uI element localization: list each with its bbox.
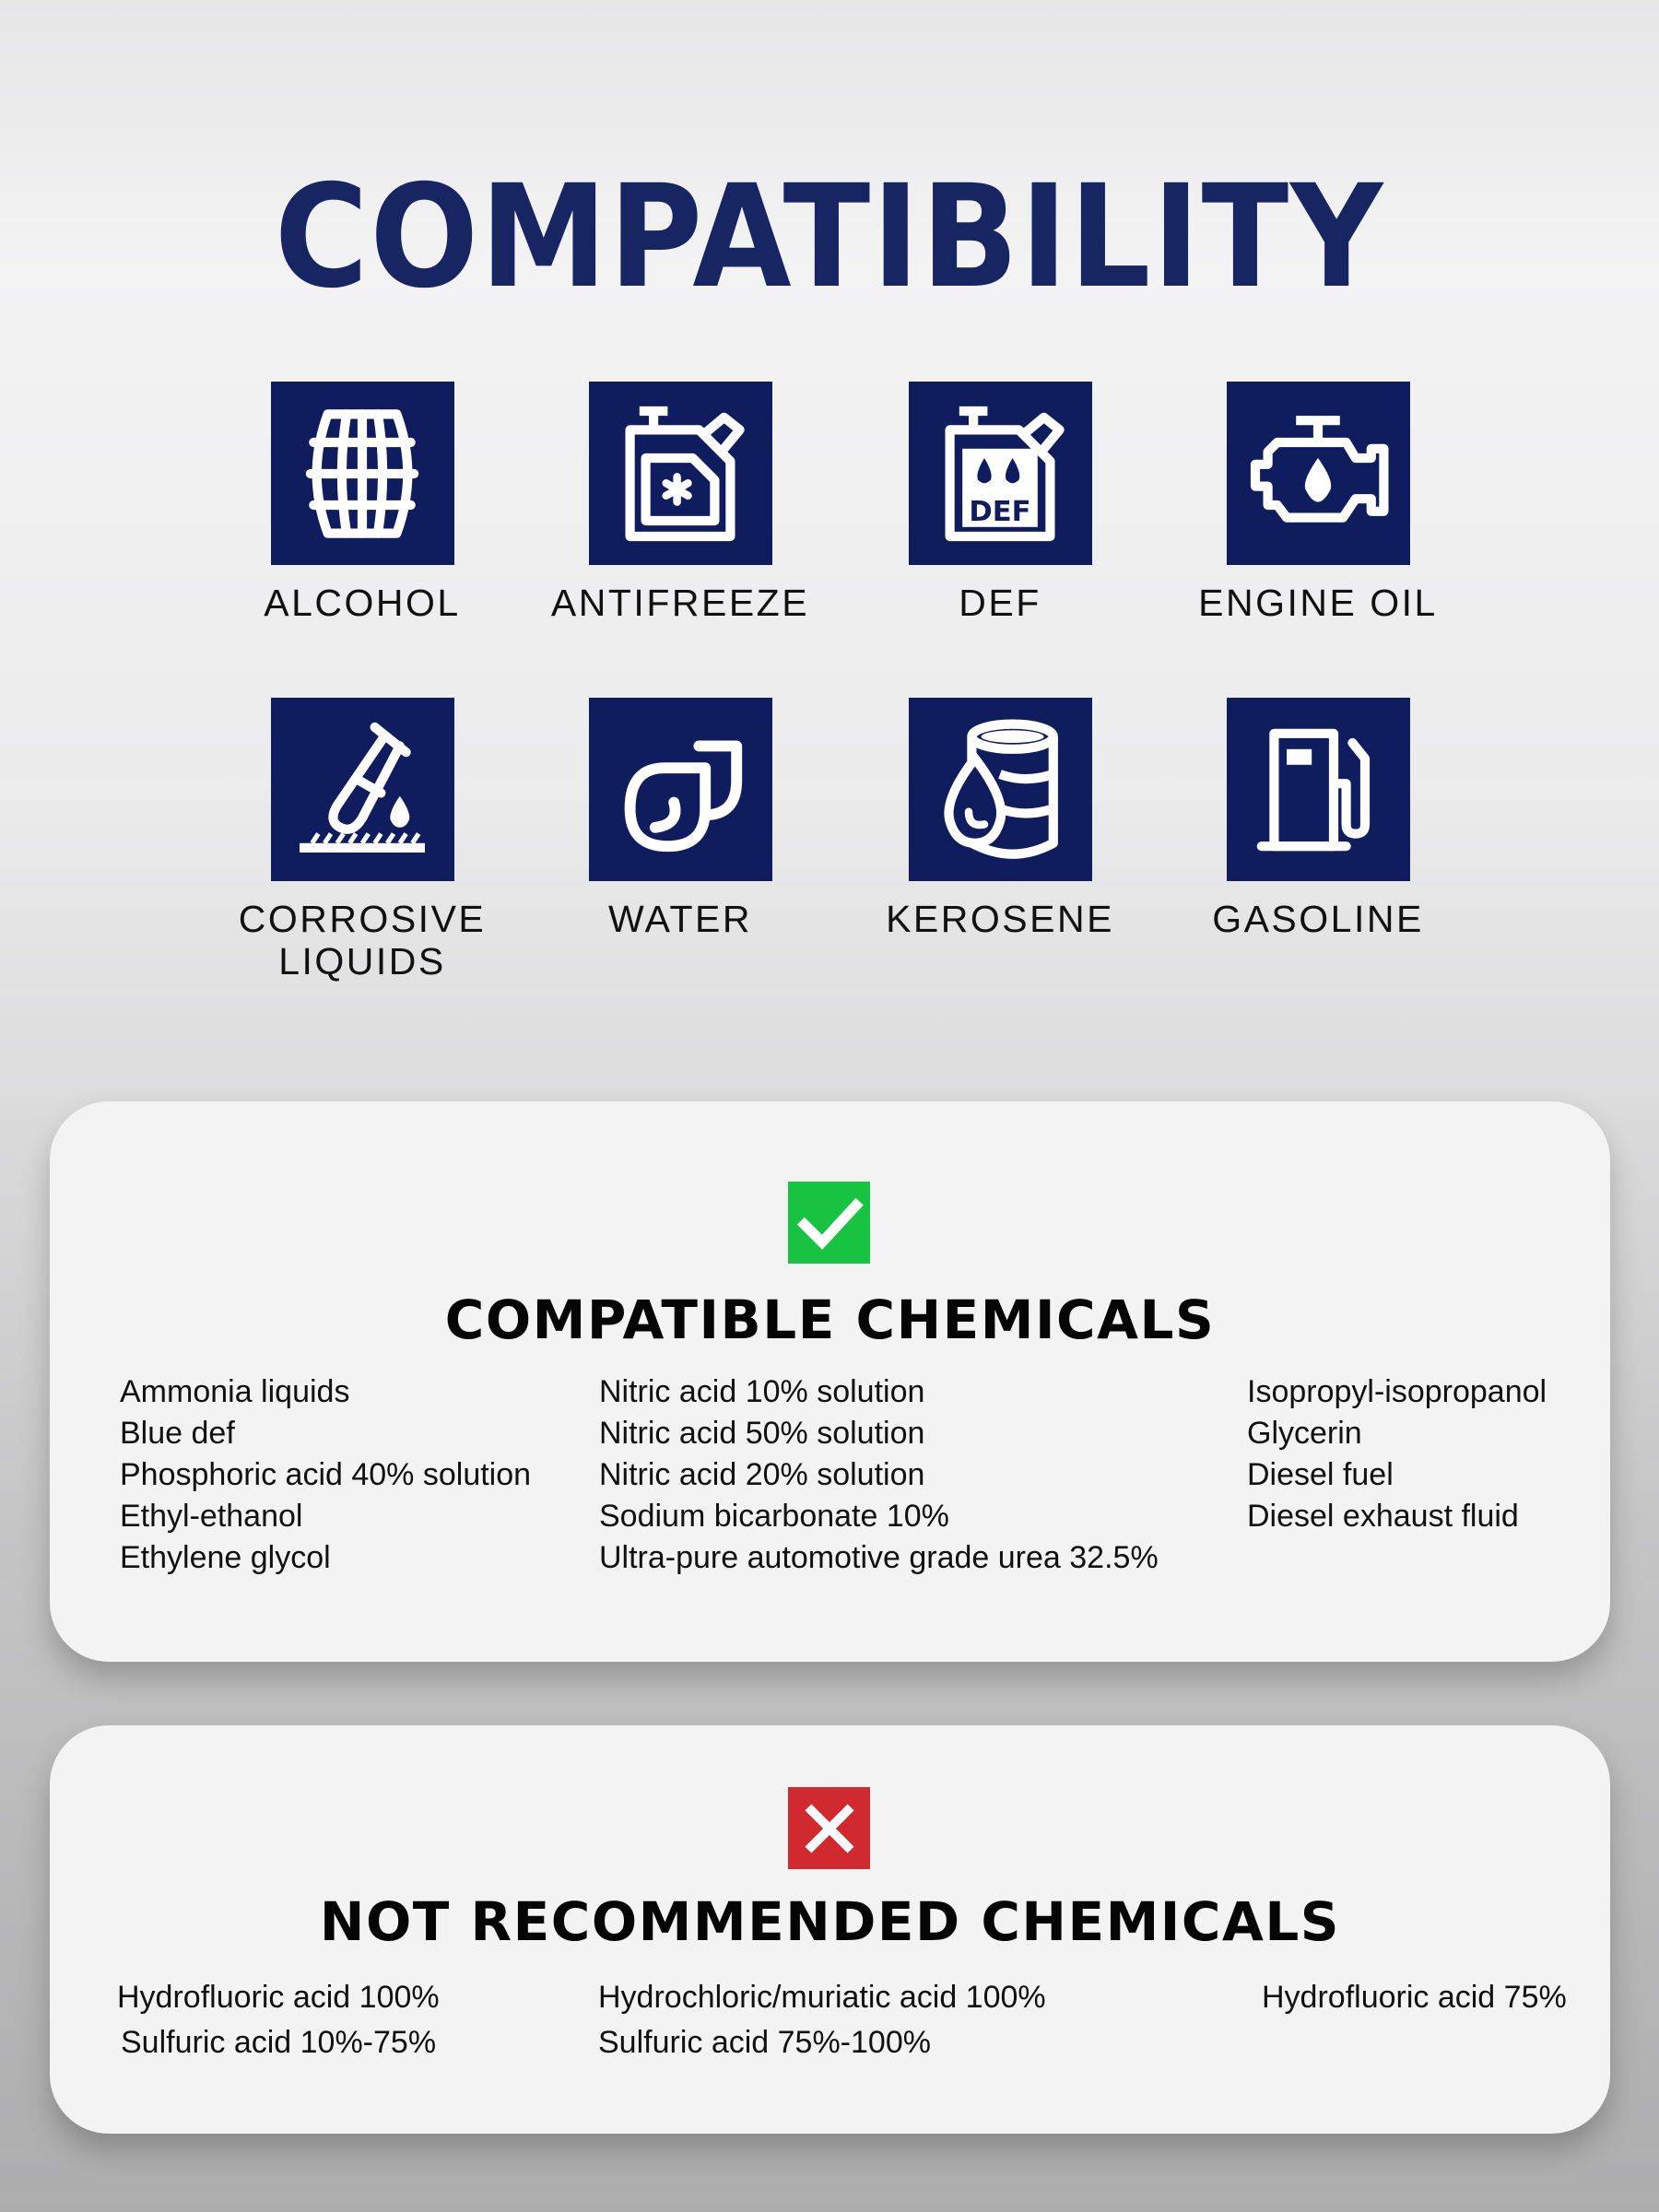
not-recommended-column-3 [1262, 1975, 1567, 2020]
list-item: Diesel exhaust fluid [1247, 1499, 1519, 1534]
test-tube-drop-icon [271, 698, 454, 881]
compatible-title: COMPATIBLE CHEMICALS [444, 1288, 1216, 1351]
category-label: GASOLINE [1212, 898, 1424, 940]
category-label: WATER [608, 898, 752, 940]
category-corrosive-liquids [206, 698, 519, 982]
category-alcohol [206, 382, 519, 624]
water-drops-icon [589, 698, 772, 881]
list-item: Sodium bicarbonate 10% [599, 1499, 949, 1534]
category-antifreeze [524, 382, 837, 624]
list-item: Phosphoric acid 40% solution [120, 1457, 532, 1492]
list-item: Hydrofluoric acid 100% [117, 1980, 440, 2015]
compatible-chemicals-panel [50, 1101, 1610, 1662]
engine-oil-icon [1227, 382, 1410, 565]
list-item: Nitric acid 20% solution [599, 1457, 925, 1492]
x-icon [788, 1787, 870, 1869]
category-label: ANTIFREEZE [550, 582, 810, 624]
category-gasoline [1161, 698, 1475, 940]
svg-text:DEF: DEF [969, 495, 1031, 528]
list-item: Ethyl-ethanol [120, 1499, 303, 1534]
barrel-icon [271, 382, 454, 565]
check-icon [788, 1182, 870, 1264]
compatible-column-3 [1247, 1371, 1547, 1537]
compatible-column-2 [599, 1371, 1159, 1579]
not-recommended-title: NOT RECOMMENDED CHEMICALS [319, 1890, 1341, 1953]
list-item: Blue def [120, 1416, 235, 1451]
list-item: Sulfuric acid 10%-75% [121, 2025, 437, 2060]
list-item: Ammonia liquids [120, 1374, 350, 1409]
category-engine-oil [1161, 382, 1475, 624]
category-label: KEROSENE [886, 898, 1114, 940]
list-item: Hydrofluoric acid 75% [1262, 1980, 1567, 2015]
list-item: Hydrochloric/muriatic acid 100% [598, 1980, 1046, 2015]
list-item: Ultra-pure automotive grade urea 32.5% [599, 1540, 1159, 1575]
not-recommended-chemicals-panel [50, 1725, 1610, 2134]
fuel-pump-icon [1227, 698, 1410, 881]
list-item: Glycerin [1247, 1416, 1362, 1451]
not-recommended-column-2 [598, 1975, 1046, 2065]
category-water [524, 698, 837, 940]
list-item: Nitric acid 50% solution [599, 1416, 925, 1451]
category-def [843, 382, 1157, 624]
page-title: COMPATIBILITY [274, 155, 1385, 320]
category-label: CORROSIVE LIQUIDS [238, 898, 487, 982]
list-item: Isopropyl-isopropanol [1247, 1374, 1547, 1409]
oil-drum-icon [909, 698, 1092, 881]
list-item: Diesel fuel [1247, 1457, 1394, 1492]
category-label: DEF [959, 582, 1041, 624]
list-item: Nitric acid 10% solution [599, 1374, 925, 1409]
def-jug-icon [909, 382, 1092, 565]
category-kerosene [843, 698, 1157, 940]
list-item: Ethylene glycol [120, 1540, 331, 1575]
category-label: ALCOHOL [264, 582, 461, 624]
not-recommended-column-1 [117, 1975, 440, 2065]
list-item: Sulfuric acid 75%-100% [598, 2025, 931, 2060]
antifreeze-jug-icon [589, 382, 772, 565]
category-label: ENGINE OIL [1198, 582, 1438, 624]
compatible-column-1 [120, 1371, 531, 1579]
